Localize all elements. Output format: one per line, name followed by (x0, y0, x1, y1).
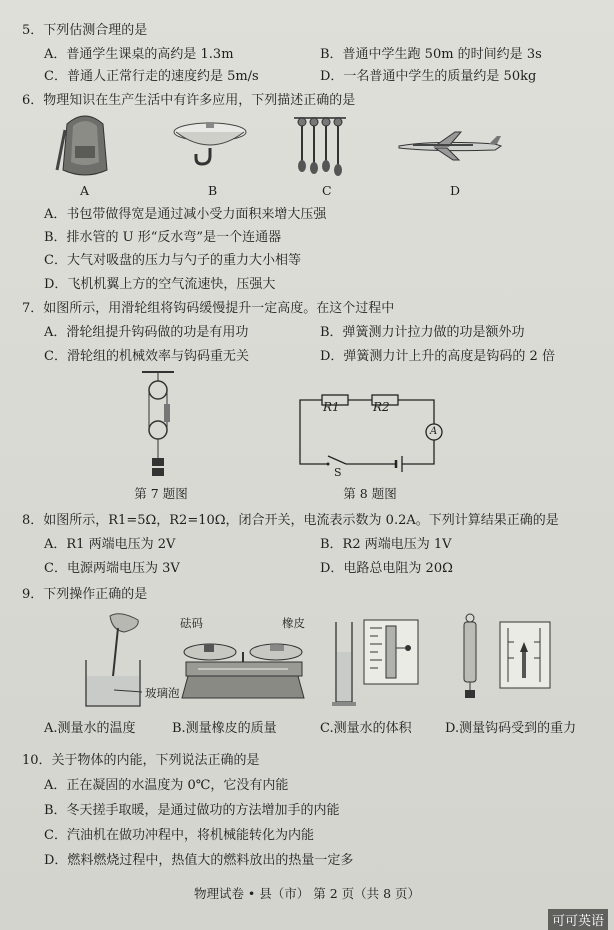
q6-option-d: D．飞机机翼上方的空气流速快，压强大 (44, 277, 276, 292)
watermark: 可可英语 (548, 909, 608, 930)
pulley-system-figure (138, 368, 178, 484)
q5-stem: 5．下列估测合理的是 (22, 23, 148, 38)
balance-scale-figure (178, 622, 308, 712)
q5-option-a: A．普通学生课桌的高约是 1.3m (44, 47, 234, 62)
q9-stem: 9．下列操作正确的是 (22, 587, 148, 602)
q10-option-d: D．燃料燃烧过程中，热值大的燃料放出的热量一定多 (44, 853, 354, 868)
circuit-diagram (292, 388, 452, 480)
resistor-r1-label: R1 (323, 400, 340, 414)
q6-fig-label-c: C (322, 183, 332, 198)
q8-option-c: C．电源两端电压为 3V (44, 561, 180, 576)
q10-option-a: A．正在凝固的水温度为 0℃，它没有内能 (44, 778, 289, 793)
q9-option-a: A.测量水的温度 (44, 721, 136, 736)
q9-option-c: C.测量水的体积 (320, 721, 412, 736)
suction-hooks-image (290, 112, 350, 178)
q10-stem: 10．关于物体的内能，下列说法正确的是 (22, 753, 260, 768)
eraser-label: 橡皮 (282, 616, 305, 630)
q6-option-c: C．大气对吸盘的压力与勺子的重力大小相等 (44, 253, 301, 268)
q6-option-b: B．排水管的 U 形“反水弯”是一个连通器 (44, 230, 282, 245)
q7-stem: 7．如图所示，用滑轮组将钩码缓慢提升一定高度。在这个过程中 (22, 301, 395, 316)
weight-label: 砝码 (180, 616, 203, 630)
measuring-cylinder-figure (330, 612, 430, 712)
q10-option-c: C．汽油机在做功冲程中，将机械能转化为内能 (44, 828, 314, 843)
q8-fig-caption: 第 8 题图 (343, 486, 397, 501)
ammeter-label: A (430, 426, 438, 437)
q8-option-a: A．R1 两端电压为 2V (44, 537, 176, 552)
q8-option-b: B．R2 两端电压为 1V (320, 537, 452, 552)
q6-fig-label-d: D (450, 183, 461, 198)
q6-fig-label-b: B (208, 183, 218, 198)
q8-stem: 8．如图所示，R1=5Ω，R2=10Ω，闭合开关，电流表示数为 0.2A。下列计算结果正确的是 (22, 513, 559, 528)
q6-option-a: A．书包带做得宽是通过减小受力面积来增大压强 (44, 207, 327, 222)
resistor-r2-label: R2 (373, 400, 390, 414)
q8-option-d: D．电路总电阻为 20Ω (320, 561, 453, 576)
q5-option-c: C．普通人正常行走的速度约是 5m/s (44, 69, 259, 84)
spring-scale-figure (456, 612, 556, 712)
glass-bulb-label: 玻璃泡 (145, 686, 180, 700)
q5-option-d: D．一名普通中学生的质量约是 50kg (320, 69, 537, 84)
switch-label: S (334, 466, 342, 479)
q9-option-d: D.测量钩码受到的重力 (445, 721, 577, 736)
q9-option-b: B.测量橡皮的质量 (172, 721, 277, 736)
q10-option-b: B．冬天搓手取暖，是通过做功的方法增加手的内能 (44, 803, 340, 818)
q6-stem: 6．物理知识在生产生活中有许多应用，下列描述正确的是 (22, 93, 356, 108)
page-footer: 物理试卷 • 县（市） 第 2 页（共 8 页） (193, 886, 421, 901)
q7-option-b: B．弹簧测力计拉力做的功是额外功 (320, 325, 525, 340)
q7-option-c: C．滑轮组的机械效率与钩码重无关 (44, 349, 249, 364)
q7-option-a: A．滑轮组提升钩码做的功是有用功 (44, 325, 249, 340)
q6-fig-label-a: A (80, 183, 90, 198)
airplane-image (395, 128, 505, 162)
sink-image (170, 118, 250, 168)
q7-option-d: D．弹簧测力计上升的高度是钩码的 2 倍 (320, 349, 555, 364)
q7-fig-caption: 第 7 题图 (134, 486, 188, 501)
backpack-image (55, 110, 115, 182)
q5-option-b: B．普通中学生跑 50m 的时间约是 3s (320, 47, 542, 62)
